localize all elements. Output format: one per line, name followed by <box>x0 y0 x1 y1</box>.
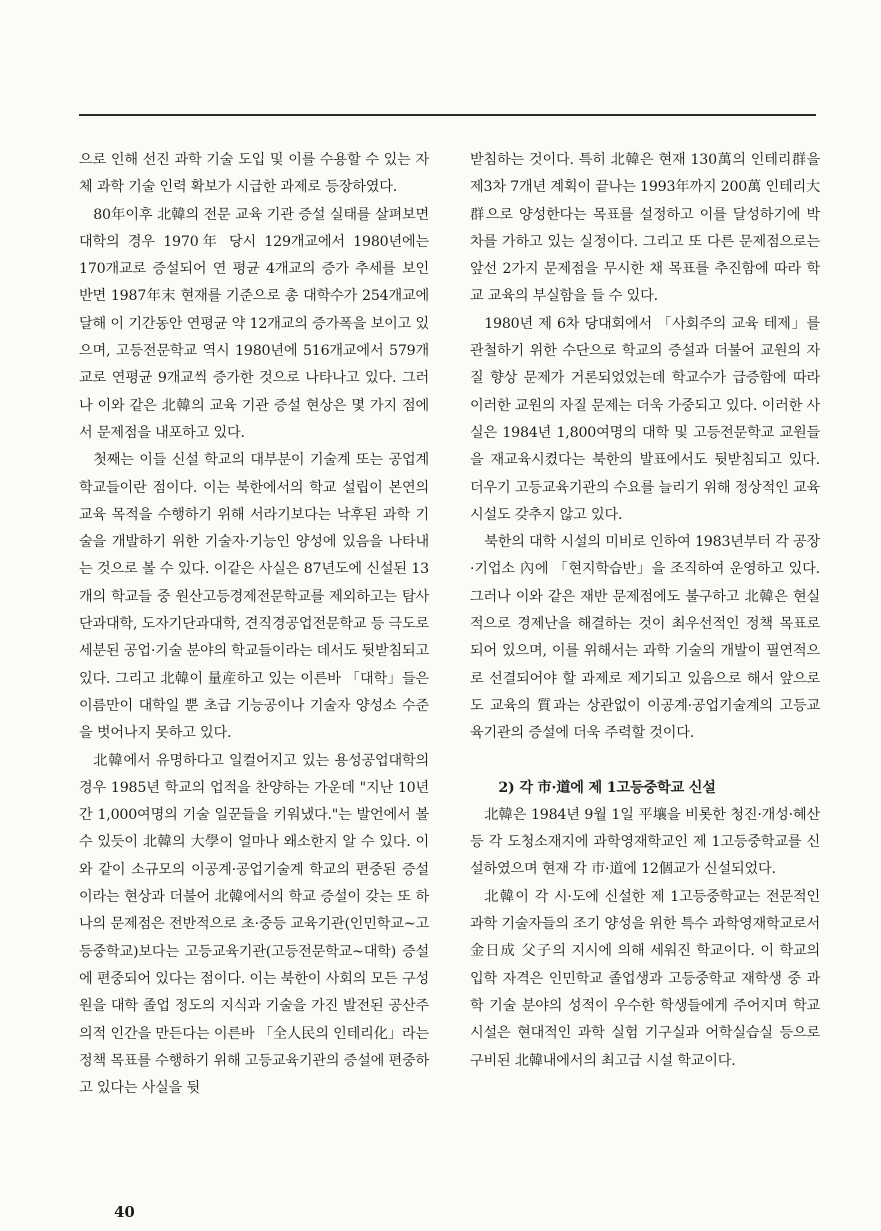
paragraph: 北韓에서 유명하다고 일컬어지고 있는 용성공업대학의 경우 1985년 학교의 업적을 찬양하는 가운데 "지난 10년간 1,000여명의 기술 일꾼들을 키워냈다."는 발언에서 볼 수 있듯이 北韓의 大學이 얼마나 왜소한지 알 수 있다. 이와 같이 소규모의 이공계·공업기술계 학교의 편중된 증설이라는 현상과 더불어 北韓에서의 학교 증설이 갖는 또 하나의 문제점은 전반적으로 초·중등 교육기관(인민학교~고등중학교)보다는 고등교육기관(고등전문학교~대학) 증설에 편중되어 있다는 점이다. 이는 북한이 사회의 모든 구성원을 대학 졸업 정도의 지식과 기술을 가진 발전된 공산주의적 인간을 만든다는 이른바 「全人民의 인테리化」라는 정책 목표를 수행하기 위해 고등교육기관의 증설에 편중하고 있다는 사실을 뒷 <box>79 752 429 1097</box>
paragraph: 80年이후 北韓의 전문 교육 기관 증설 실태를 살펴보면 대학의 경우 1970年 당시 129개교에서 1980년에는 170개교로 증설되어 연 평균 4개교의 증가 추세를 보인 반면 1987年末 현재를 기준으로 총 대학수가 254개교에 달해 이 기간동안 연평균 약 12개교의 증가폭을 보이고 있으며, 고등전문학교 역시 1980년에 516개교에서 579개교로 연평균 9개교씩 증가한 것으로 나타나고 있다. 그러나 이와 같은 北韓의 교육 기관 증설 현상은 몇 가지 점에서 문제점을 내포하고 있다. <box>79 206 429 441</box>
left-column <box>79 147 429 1102</box>
paragraph: 北韓은 1984년 9월 1일 平壤을 비롯한 청진·개성·혜산 등 각 도청소재지에 과학영재학교인 제 1고등중학교를 신설하였으며 현재 각 市·道에 12個교가 신설되었다. <box>470 806 820 878</box>
paragraph: 북한의 대학 시설의 미비로 인하여 1983년부터 각 공장·기업소 內에 「현지학습반」을 조직하여 운영하고 있다. 그러나 이와 같은 재반 문제점에도 불구하고 北韓은 현실적으로 경제난을 해결하는 것이 최우선적인 정책 목표로 되어 있으며, 이를 위해서는 과학 기술의 개발이 필연적으로 선결되어야 할 과제로 제기되고 있음으로 해서 앞으로도 교육의 質과는 상관없이 이공계·공업기술계의 고등교육기관의 증설에 더욱 주력할 것이다. <box>470 534 820 742</box>
page-number: 40 <box>114 1203 135 1221</box>
section-gap <box>470 748 820 775</box>
header-rule <box>79 114 816 116</box>
section-heading: 2) 각 市·道에 제 1고등중학교 신설 <box>498 779 716 796</box>
paragraph: 첫째는 이들 신설 학교의 대부분이 기술계 또는 공업계 학교들이란 점이다. 이는 북한에서의 학교 설립이 본연의 교육 목적을 수행하기 위해 서라기보다는 낙후된 과학 기술을 개발하기 위한 기술자·기능인 양성에 있음을 나타내는 것으로 볼 수 있다. 이같은 사실은 87년도에 신설된 13개의 학교들 중 원산고등경제전문학교를 제외하고는 탐사단과대학, 도자기단과대학, 견직경공업전문학교 등 극도로 세분된 공업·기술 분야의 학교들이라는 데서도 뒷받침되고 있다. 그리고 北韓이 量産하고 있는 이른바 「대학」들은 이름만이 대학일 뿐 초급 기능공이나 기술자 양성소 수준을 벗어나지 못하고 있다. <box>79 452 429 742</box>
paragraph: 으로 인해 선진 과학 기술 도입 및 이를 수용할 수 있는 자체 과학 기술 인력 확보가 시급한 과제로 등장하였다. <box>79 152 429 196</box>
right-column <box>470 147 820 1075</box>
paragraph: 1980년 제 6차 당대회에서 「사회주의 교육 테제」를 관철하기 위한 수단으로 학교의 증설과 더불어 교원의 자질 향상 문제가 거론되었었는데 학교수가 급증함에 따라 이러한 교원의 자질 문제는 더욱 가중되고 있다. 이러한 사실은 1984년 1,800여명의 대학 및 고등전문학교 교원들을 재교육시켰다는 북한의 발표에서도 뒷받침되고 있다. 더우기 고등교육기관의 수요를 늘리기 위해 정상적인 교육 시설도 갖추지 않고 있다. <box>470 315 820 523</box>
paragraph: 받침하는 것이다. 특히 北韓은 현재 130萬의 인테리群을 제3차 7개년 계획이 끝나는 1993年까지 200萬 인테리大群으로 양성한다는 목표를 설정하고 이를 달성하기에 박차를 가하고 있는 실정이다. 그리고 또 다른 문제점으로는 앞선 2가지 문제점을 무시한 채 목표를 추진함에 따라 학교 교육의 부실함을 들 수 있다. <box>470 152 820 305</box>
paragraph: 北韓이 각 시·도에 신설한 제 1고등중학교는 전문적인 과학 기술자들의 조기 양성을 위한 특수 과학영재학교로서 金日成 父子의 지시에 의해 세워진 학교이다. 이 학교의 입학 자격은 인민학교 졸업생과 고등중학교 재학생 중 과학 기술 분야의 성적이 우수한 학생들에게 주어지며 학교 시설은 현대적인 과학 실험 기구실과 어학실습실 등으로 구비된 北韓내에서의 최고급 시설 학교이다. <box>470 888 820 1069</box>
